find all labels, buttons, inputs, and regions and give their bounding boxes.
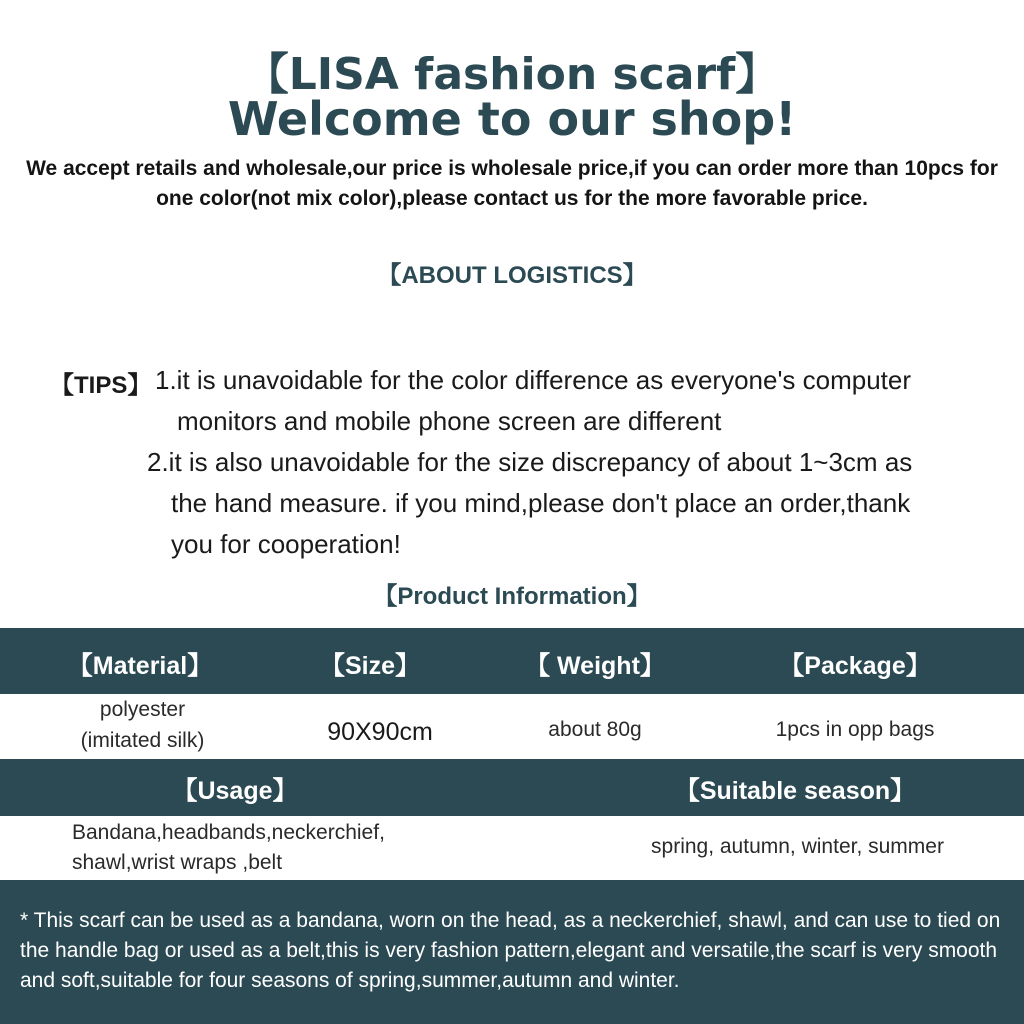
- tip2-line1: 2.it is also unavoidable for the size discrepancy of about 1~3cm as: [147, 447, 913, 477]
- tips-label: 【TIPS】: [50, 372, 152, 399]
- usage-header: 【Usage】: [172, 777, 298, 805]
- material-value: [40, 694, 245, 756]
- tip2-line3: you for cooperation!: [171, 529, 401, 559]
- tip-size-discrepancy: [147, 442, 1007, 565]
- logistics-heading: 【ABOUT LOGISTICS】: [377, 262, 647, 289]
- usage-value-line1: Bandana,headbands,neckerchief,: [72, 821, 385, 844]
- usage-value-line2: shawl,wrist wraps ,belt: [72, 851, 283, 874]
- usage-header-bar: [0, 759, 1024, 816]
- season-header: 【Suitable season】: [674, 777, 916, 805]
- spec-header-bar: [0, 628, 1024, 694]
- footer-panel: [0, 880, 1024, 1024]
- product-info-heading: 【Product Information】: [373, 583, 651, 610]
- welcome-heading: Welcome to our shop!: [227, 92, 797, 146]
- material-value-line1: polyester: [99, 698, 186, 721]
- tip1-line2: monitors and mobile phone screen are different: [177, 406, 722, 436]
- material-header: 【Material】: [67, 652, 213, 680]
- tip-color-difference: [155, 360, 1005, 442]
- weight-value: about 80g: [548, 718, 642, 741]
- shop-title: 【LISA fashion scarf】: [244, 49, 780, 100]
- package-value: 1pcs in opp bags: [775, 718, 935, 741]
- usage-value: [72, 818, 492, 878]
- size-header: 【Size】: [319, 652, 421, 680]
- season-value: spring, autumn, winter, summer: [651, 835, 944, 858]
- weight-header: 【 Weight】: [525, 652, 665, 680]
- wholesale-intro: We accept retails and wholesale,our price is wholesale price,if you can order more than 10pcs for one color(not mix color),please contact us for the more favorable price.: [26, 157, 998, 210]
- tip2-line2: the hand measure. if you mind,please don't place an order,thank: [171, 488, 911, 518]
- material-value-line2: (imitated silk): [80, 729, 205, 752]
- usage-note: * This scarf can be used as a bandana, worn on the head, as a neckerchief, shawl, and can use to tied on the handle bag or used as a belt,this is very fashion pattern,elegant and versatile,the scarf is very smooth and soft,suitable for four seasons of spring,summer,autumn and winter.: [20, 909, 1001, 992]
- package-header: 【Package】: [779, 652, 931, 680]
- tip1-line1: 1.it is unavoidable for the color difference as everyone's computer: [155, 365, 912, 395]
- size-value: 90X90cm: [327, 718, 433, 746]
